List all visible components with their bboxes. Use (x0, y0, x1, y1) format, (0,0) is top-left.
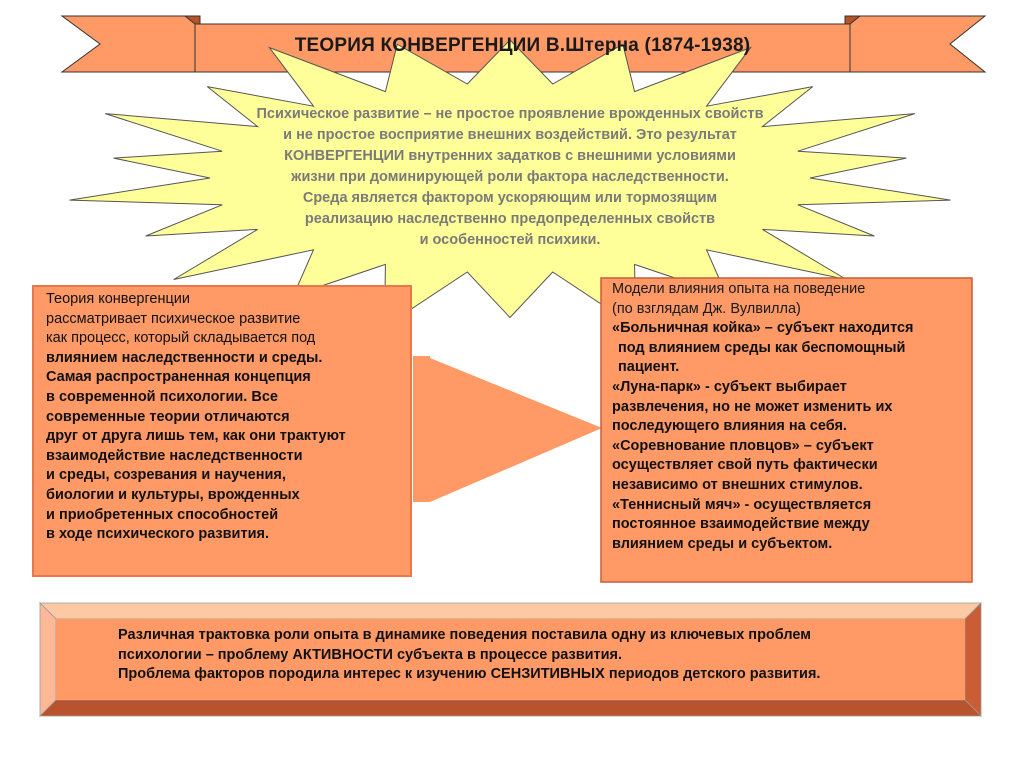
ribbon-left-tail (62, 16, 200, 72)
left-line: и среды, созревания и научения, (46, 467, 286, 484)
bottom-line: Проблема факторов породила интерес к изучению СЕНЗИТИВНЫХ периодов детского развития. (118, 666, 821, 683)
left-line: биологии и культуры, врожденных (46, 486, 300, 503)
left-line: в современной психологии. Все (46, 388, 278, 405)
right-line: Модели влияния опыта на поведение (612, 281, 866, 297)
star-line: и не простое восприятие внешних воздействий. Это результат (283, 127, 737, 143)
left-line: Самая распространенная концепция (46, 369, 311, 386)
bottom-line: психологии – проблему АКТИВНОСТИ субъекта в процессе развития. (118, 646, 623, 663)
right-line: последующего влияния на себя. (612, 418, 847, 435)
page-title: ТЕОРИЯ КОНВЕРГЕНЦИИ В.Штерна (1874-1938) (294, 35, 751, 56)
right-line: «Теннисный мяч» - осуществляется (612, 496, 872, 513)
left-box-text (46, 290, 406, 545)
bottom-line: Различная трактовка роли опыта в динамике поведения поставила одну из ключевых проблем (118, 627, 811, 643)
right-line: под влиянием среды как беспомощный (618, 339, 906, 356)
left-line: Теория конвергенции (46, 291, 191, 307)
right-line: «Больничная койка» – субъект находится (612, 320, 914, 337)
ribbon-right-tail (845, 16, 985, 72)
left-line: как процесс, который складывается под (46, 330, 316, 347)
right-line: «Соревнование пловцов» – субъект (612, 437, 874, 454)
left-line: друг от друга лишь тем, как они трактуют (46, 428, 346, 445)
bottom-box-text (118, 626, 978, 685)
star-line: реализацию наследственно предопределенных свойств (304, 211, 716, 227)
left-line: взаимодействие наследственности (46, 447, 303, 464)
right-line: постоянное взаимодействие между (612, 516, 870, 533)
left-line: в ходе психического развития. (46, 526, 269, 543)
left-line: рассматривает психическое развитие (46, 310, 301, 327)
left-line: и приобретенных способностей (46, 506, 279, 523)
right-box-text (612, 280, 972, 554)
right-line: развлечения, но не может изменить их (612, 398, 893, 415)
right-line: (по взглядам Дж. Вулвилла) (612, 300, 801, 317)
right-line: влиянием среды и субъектом. (612, 535, 833, 552)
right-line: независимо от внешних стимулов. (612, 476, 863, 493)
star-line: Среда является фактором ускоряющим или тормозящим (302, 190, 718, 206)
star-line: КОНВЕРГЕНЦИИ внутренних задатков с внешними условиями (284, 148, 736, 164)
right-line: осуществляет свой путь фактически (612, 457, 878, 474)
right-line: пациент. (618, 359, 680, 376)
star-line: и особенностей психики. (419, 232, 601, 248)
star-line: жизни при доминирующей роли фактора наследственности. (291, 169, 729, 185)
left-line: влиянием наследственности и среды. (46, 349, 323, 366)
right-line: «Луна-парк» - субъект выбирает (612, 378, 847, 395)
left-line: современные теории отличаются (46, 408, 290, 425)
star-line: Психическое развитие – не простое проявление врожденных свойств (256, 106, 764, 122)
star-text (205, 104, 815, 251)
arrow-shape (413, 356, 602, 502)
